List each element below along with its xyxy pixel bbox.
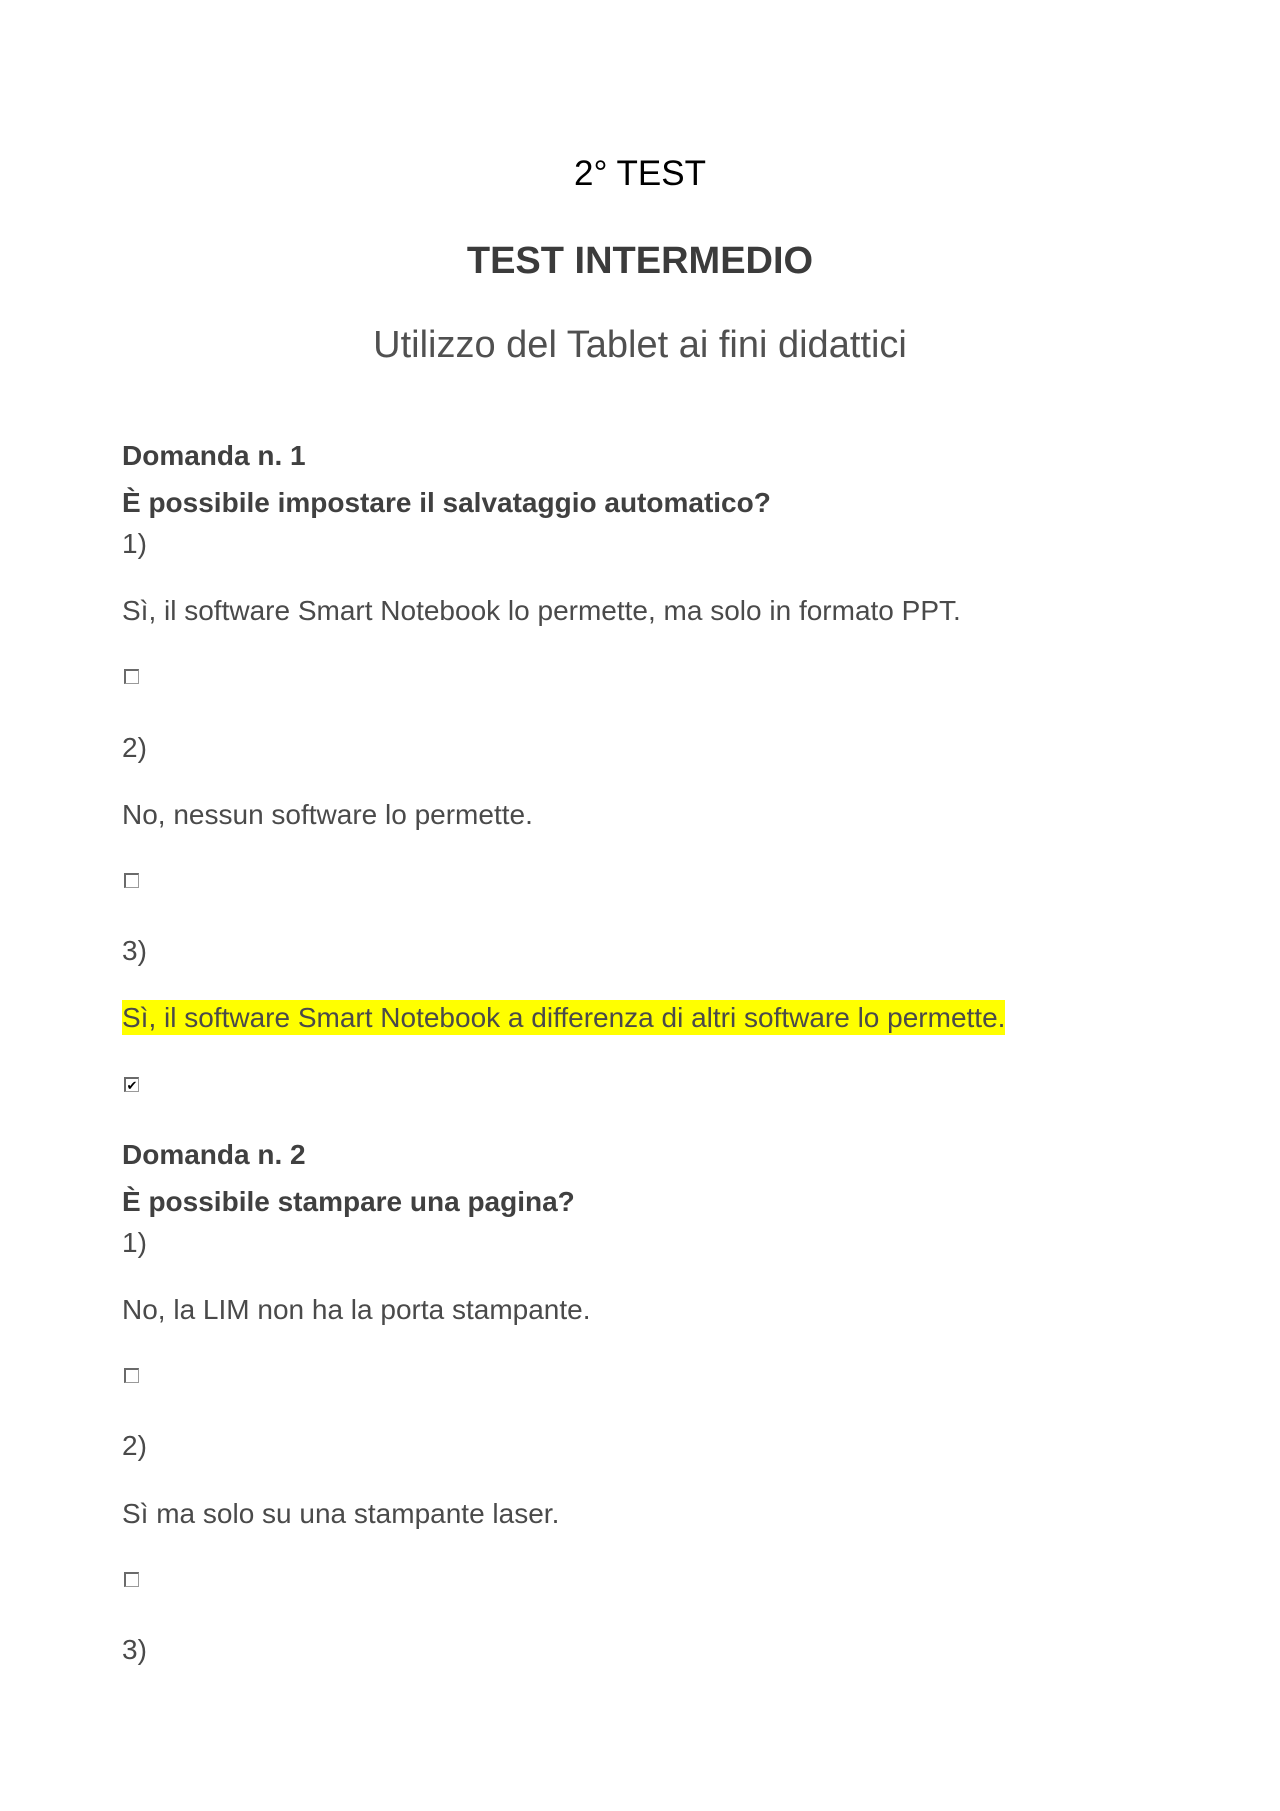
q2-option-1-checkbox[interactable] bbox=[124, 1368, 139, 1383]
q1-option-3-checkbox[interactable] bbox=[124, 1077, 139, 1092]
q2-option-1-number: 1) bbox=[122, 1227, 147, 1258]
check-mark-icon: ✔ bbox=[126, 1077, 138, 1093]
question-1-text: È possibile impostare il salvataggio automatico? bbox=[122, 487, 771, 518]
question-2-label: Domanda n. 2 bbox=[122, 1139, 306, 1170]
q1-option-3-text: Sì, il software Smart Notebook a differenza di altri software lo permette. bbox=[122, 1002, 1006, 1033]
q1-option-1-number: 1) bbox=[122, 528, 147, 559]
q2-option-2-number: 2) bbox=[122, 1430, 147, 1461]
question-1-label: Domanda n. 1 bbox=[122, 440, 306, 471]
q1-option-3-number: 3) bbox=[122, 935, 147, 966]
test-number-heading: 2° TEST bbox=[573, 154, 706, 193]
q1-option-1-checkbox[interactable] bbox=[124, 669, 139, 684]
q2-option-2-checkbox[interactable] bbox=[124, 1572, 139, 1587]
q2-option-2-text: Sì ma solo su una stampante laser. bbox=[122, 1498, 560, 1529]
question-2-text: È possibile stampare una pagina? bbox=[122, 1186, 575, 1217]
q2-option-3-number: 3) bbox=[122, 1634, 147, 1665]
q2-option-1-text: No, la LIM non ha la porta stampante. bbox=[122, 1294, 591, 1325]
q1-option-2-checkbox[interactable] bbox=[124, 873, 139, 888]
q1-option-1-text: Sì, il software Smart Notebook lo permette, ma solo in formato PPT. bbox=[122, 595, 961, 626]
test-title: TEST INTERMEDIO bbox=[466, 240, 814, 282]
q1-option-2-number: 2) bbox=[122, 732, 147, 763]
test-subtitle: Utilizzo del Tablet ai fini didattici bbox=[373, 324, 907, 366]
q1-option-2-text: No, nessun software lo permette. bbox=[122, 799, 533, 830]
q1-option-3-text-wrap bbox=[122, 1002, 1005, 1034]
